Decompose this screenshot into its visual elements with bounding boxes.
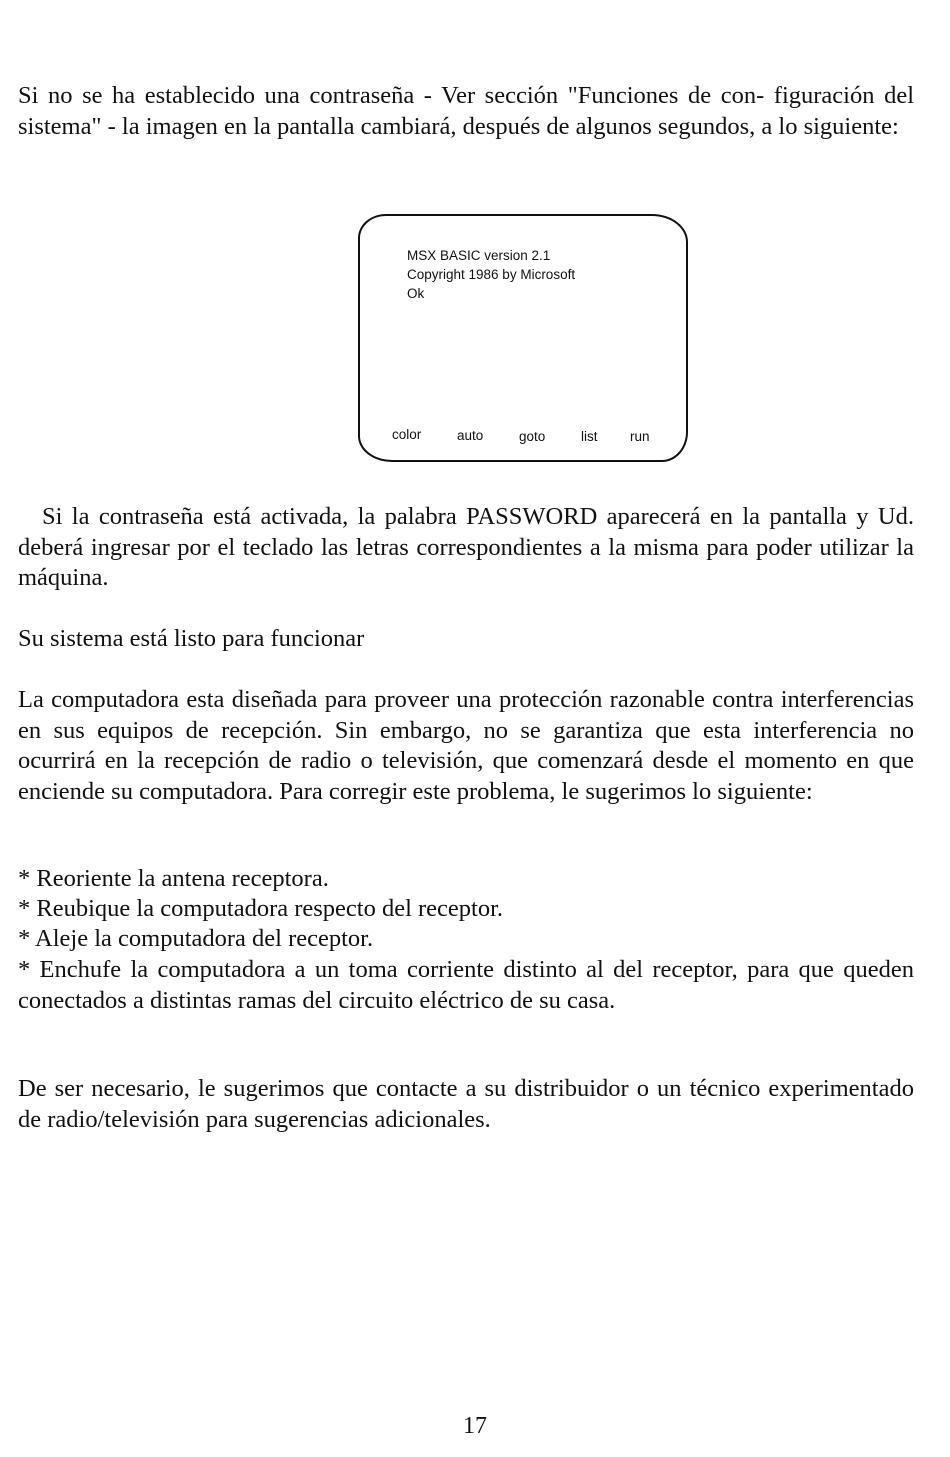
interference-paragraph: La computadora esta diseñada para proveer una protección razonable contra interferencias en sus equipos de recepción. Sin embargo, no se garantiza que esta interferencia no ocurrirá en la recepción de radio o televisión, que comenzará desde el momento en que enciende su computadora. Para corregir este problema, le sugerimos lo siguiente: xyxy=(18,686,914,805)
screen-line-ok: Ok xyxy=(407,286,425,301)
closing-paragraph: De ser necesario, le sugerimos que contacte a su distribuidor o un técnico experimentado de radio/televisión para sugerencias adicionales. xyxy=(18,1075,914,1133)
function-key-auto: auto xyxy=(457,428,484,443)
screen-line-copyright: Copyright 1986 by Microsoft xyxy=(407,267,576,282)
function-key-color: color xyxy=(392,427,422,442)
function-key-run: run xyxy=(630,429,650,444)
ready-line: Su sistema está listo para funcionar xyxy=(18,625,365,652)
computer-screen-illustration xyxy=(358,214,688,462)
password-paragraph: Si la contraseña está activada, la palabra PASSWORD aparecerá en la pantalla y Ud. deberá ingresar por el teclado las letras correspondientes a la misma para poder utilizar la máquina. xyxy=(18,503,914,591)
page-number: 17 xyxy=(463,1413,487,1439)
suggestion-item: * Enchufe la computadora a un toma corriente distinto al del receptor, para que queden conectados a distintas ramas del circuito eléctrico de su casa. xyxy=(18,956,914,1014)
suggestion-item: * Aleje la computadora del receptor. xyxy=(18,925,374,952)
suggestion-item: * Reoriente la antena receptora. xyxy=(18,865,329,892)
function-key-list: list xyxy=(581,429,598,444)
function-key-goto: goto xyxy=(519,429,546,444)
screen-line-version: MSX BASIC version 2.1 xyxy=(407,248,551,263)
suggestion-item: * Reubique la computadora respecto del receptor. xyxy=(18,895,504,922)
intro-paragraph: Si no se ha establecido una contraseña - Ver sección "Funciones de con- figuración del sistema" - la imagen en la pantalla cambiará, después de algunos segundos, a lo siguiente: xyxy=(18,82,914,140)
